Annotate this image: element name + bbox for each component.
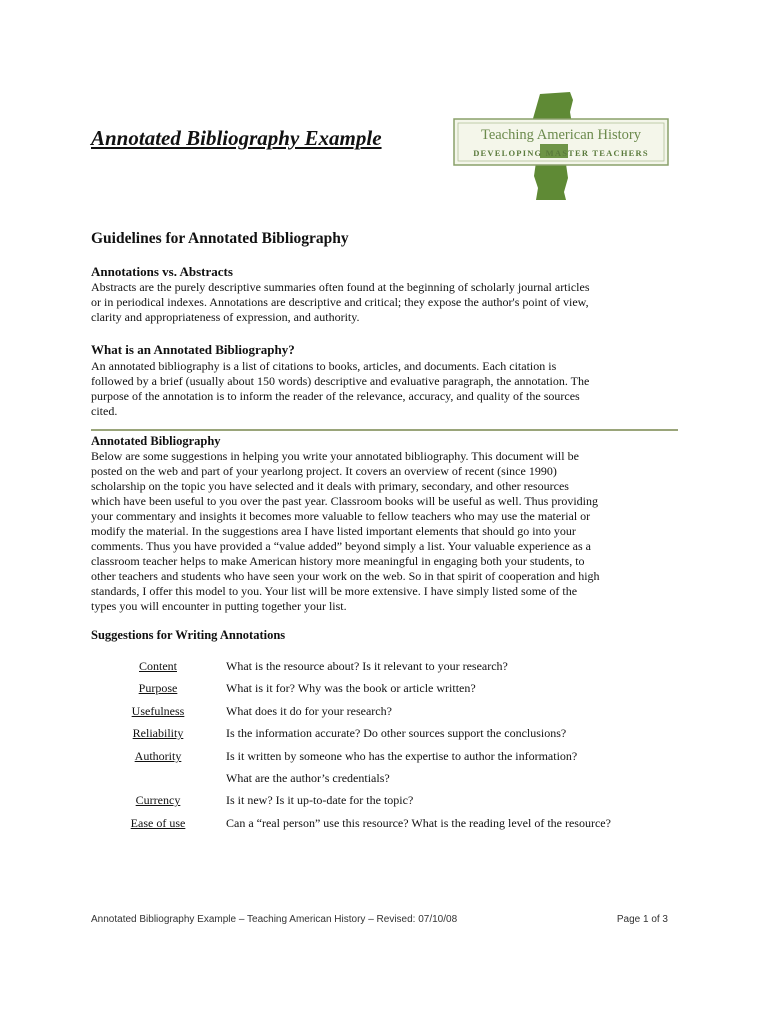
suggestion-description: Is it written by someone who has the expertise to author the information? — [226, 749, 578, 763]
paragraph-line: Below are some suggestions in helping you write your annotated bibliography. This document will be — [91, 449, 579, 463]
suggestion-row — [91, 704, 691, 724]
suggestion-description: Is the information accurate? Do other sources support the conclusions? — [226, 726, 567, 740]
guidelines-heading: Guidelines for Annotated Bibliography — [91, 230, 349, 247]
suggestion-row — [91, 749, 691, 769]
page-title: Annotated Bibliography Example — [91, 126, 382, 150]
paragraph-line: classroom teacher helps to make American history more meaningful in engaging both your students, to — [91, 554, 585, 568]
suggestion-term: Currency — [135, 793, 181, 807]
page-number: Page 1 of 3 — [616, 914, 668, 925]
teaching-american-history-logo — [452, 92, 670, 200]
section-divider — [91, 429, 678, 431]
suggestion-description: Can a “real person” use this resource? What is the reading level of the resource? — [226, 816, 611, 830]
suggestion-term: Authority — [134, 749, 182, 763]
annotations-vs-abstracts-heading: Annotations vs. Abstracts — [91, 264, 233, 279]
suggestion-term: Content — [139, 659, 177, 673]
paragraph-line: comments. Thus you have provided a “value added” beyond simply a list. Your valuable experience as a — [91, 539, 591, 553]
paragraph-line: which have been useful to you over the past year. Classroom books will be useful as well. Thus providing — [91, 494, 599, 508]
paragraph-line: scholarship on the topic you have selected and it deals with primary, secondary, and other resources — [91, 479, 569, 493]
suggestion-description: What does it do for your research? — [226, 704, 392, 718]
paragraph-line: followed by a brief (usually about 150 words) descriptive and evaluative paragraph, the annotation. The — [91, 374, 590, 388]
paragraph-line: posted on the web and part of your yearlong project. It covers an overview of recent (since 1990) — [91, 464, 557, 478]
paragraph-line: modify the material. In the suggestions area I have listed important elements that should go into your — [91, 524, 576, 538]
what-is-annotated-bibliography-paragraph — [91, 359, 691, 419]
suggestion-term: Purpose — [138, 681, 178, 695]
suggestion-row — [91, 771, 691, 791]
suggestion-row — [91, 659, 691, 679]
suggestion-term: Ease of use — [130, 816, 186, 830]
paragraph-line: types you will encounter in putting together your list. — [91, 599, 347, 613]
logo-title: Teaching American History — [480, 127, 642, 143]
suggestion-description: Is it new? Is it up-to-date for the topic? — [226, 793, 414, 807]
paragraph-line: cited. — [91, 404, 118, 418]
suggestions-heading: Suggestions for Writing Annotations — [91, 628, 286, 642]
suggestion-description: What is the resource about? Is it relevant to your research? — [226, 659, 508, 673]
vermont-map-icon — [452, 92, 670, 200]
footer-text: Annotated Bibliography Example – Teaching American History – Revised: 07/10/08 — [91, 914, 458, 925]
suggestion-term: Reliability — [132, 726, 184, 740]
paragraph-line: other teachers and students who have seen your work on the web. So in that spirit of cooperation and high — [91, 569, 600, 583]
suggestion-row — [91, 793, 691, 813]
logo-tagline: DEVELOPING MASTER TEACHERS — [473, 148, 649, 158]
paragraph-line: standards, I offer this model to you. Your list will be more extensive. I have simply listed some of the — [91, 584, 578, 598]
suggestion-row — [91, 816, 691, 836]
paragraph-line: your commentary and insights it becomes more valuable to fellow teachers who may use the material or — [91, 509, 591, 523]
annotated-bibliography-heading: Annotated Bibliography — [91, 434, 221, 448]
paragraph-line: Abstracts are the purely descriptive summaries often found at the beginning of scholarly journal articles — [91, 280, 590, 294]
paragraph-line: or in periodical indexes. Annotations are descriptive and critical; they expose the author's point of view, — [91, 295, 589, 309]
annotated-bibliography-paragraph — [91, 449, 691, 614]
suggestion-row — [91, 726, 691, 746]
suggestion-row — [91, 681, 691, 701]
annotations-vs-abstracts-paragraph — [91, 280, 691, 325]
suggestion-description: What are the author’s credentials? — [226, 771, 390, 785]
paragraph-line: purpose of the annotation is to inform the reader of the relevance, accuracy, and quality of the sources — [91, 389, 580, 403]
suggestion-term: Usefulness — [131, 704, 185, 718]
paragraph-line: clarity and appropriateness of expression, and authority. — [91, 310, 360, 324]
what-is-annotated-bibliography-heading: What is an Annotated Bibliography? — [91, 342, 295, 357]
suggestion-description: What is it for? Why was the book or article written? — [226, 681, 476, 695]
paragraph-line: An annotated bibliography is a list of citations to books, articles, and documents. Each citation is — [91, 359, 557, 373]
